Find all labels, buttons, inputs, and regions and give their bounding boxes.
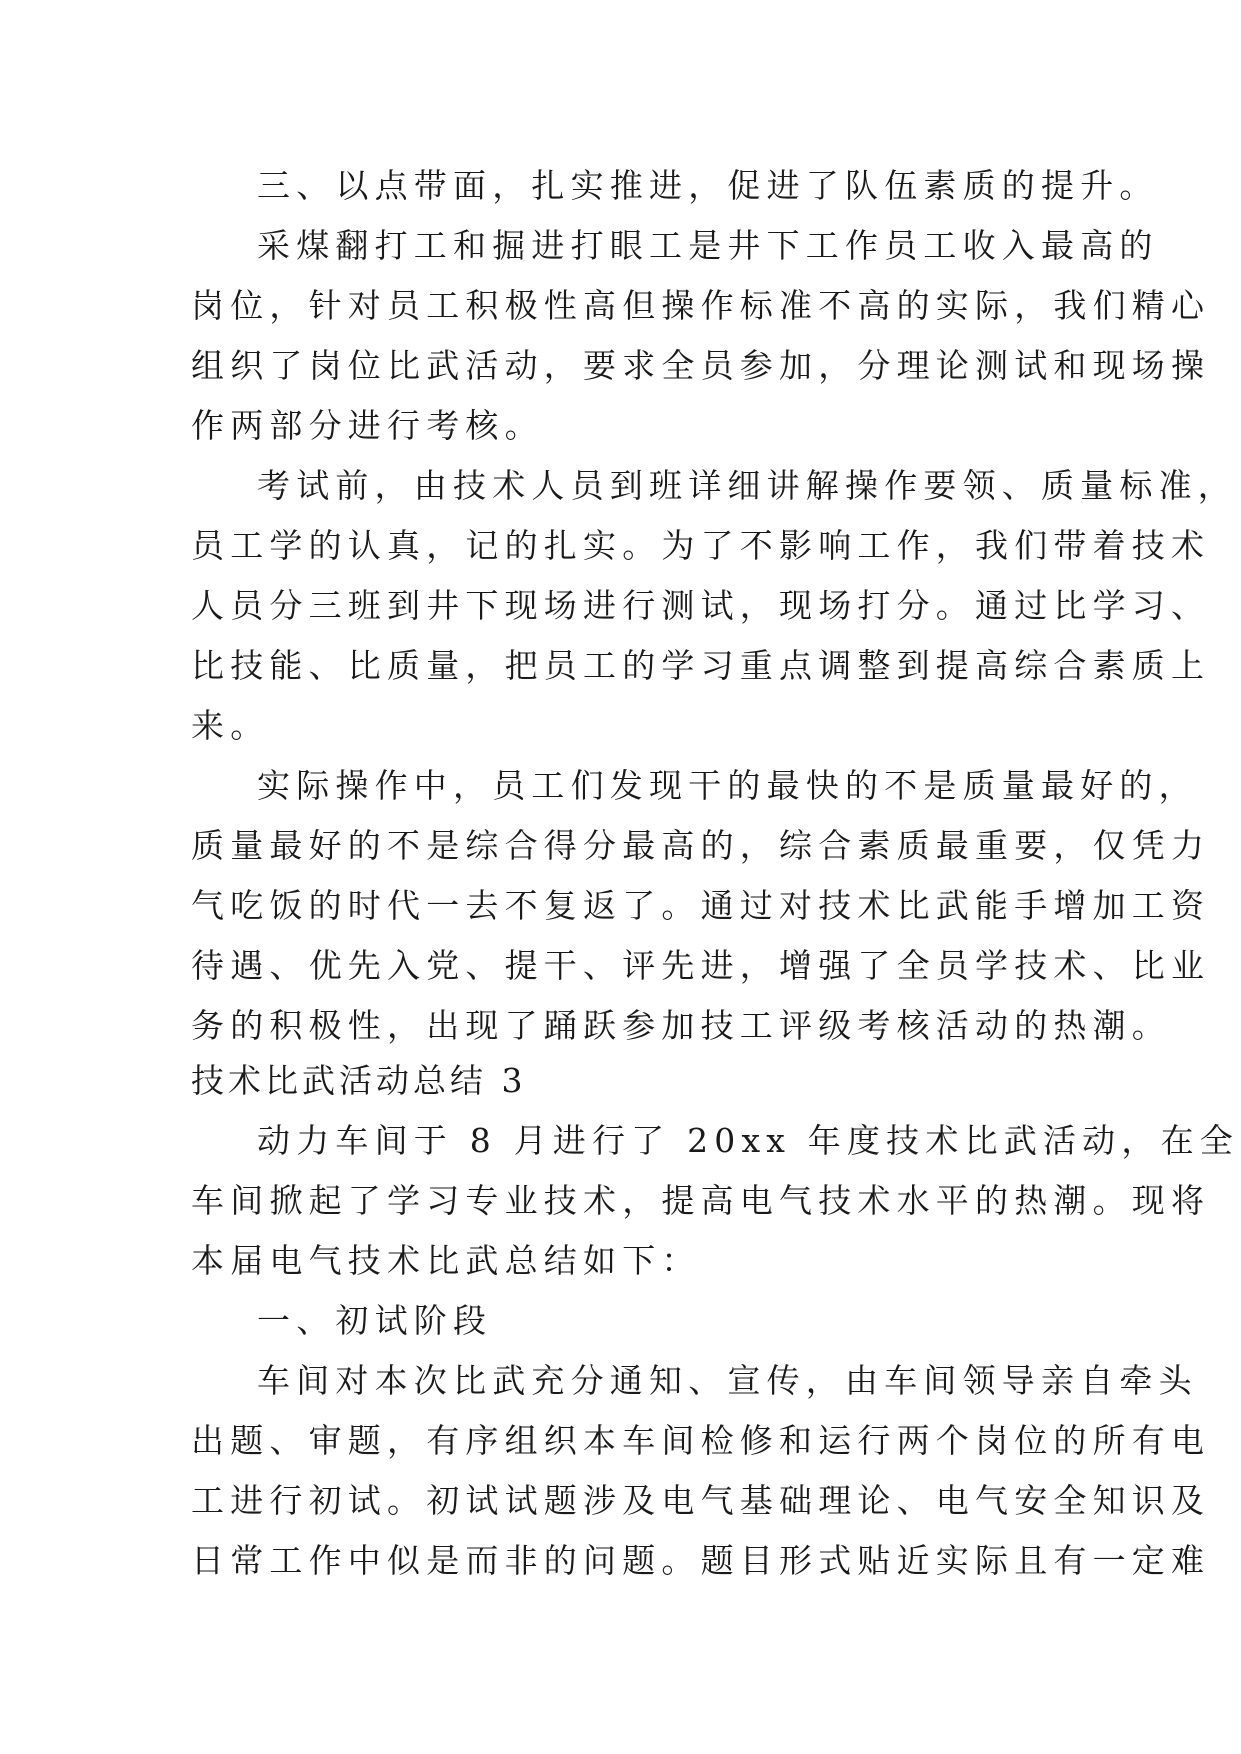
section-heading: 三、以点带面，扎实推进，促进了队伍素质的提升。	[257, 166, 1159, 205]
paragraph-line: 本届电气技术比武总结如下：	[191, 1241, 701, 1280]
paragraph-line: 车间对本次比武充分通知、宣传，由车间领导亲自牵头	[257, 1361, 1198, 1400]
paragraph-line: 来。	[191, 706, 270, 745]
section-title: 技术比武活动总结 3	[191, 1061, 527, 1100]
paragraph-line: 气吃饭的时代一去不复返了。通过对技术比武能手增加工资	[191, 886, 1211, 925]
paragraph-line: 考试前，由技术人员到班详细讲解操作要领、质量标准，	[257, 466, 1237, 505]
paragraph-line: 组织了岗位比武活动，要求全员参加，分理论测试和现场操	[191, 346, 1211, 385]
paragraph-line: 人员分三班到井下现场进行测试，现场打分。通过比学习、	[191, 586, 1211, 625]
paragraph-line: 待遇、优先入党、提干、评先进，增强了全员学技术、比业	[191, 946, 1211, 985]
paragraph-line: 务的积极性，出现了踊跃参加技工评级考核活动的热潮。	[191, 1006, 1171, 1045]
paragraph-line: 工进行初试。初试试题涉及电气基础理论、电气安全知识及	[191, 1481, 1211, 1520]
paragraph-line: 实际操作中，员工们发现干的最快的不是质量最好的，	[257, 766, 1198, 805]
paragraph-line: 车间掀起了学习专业技术，提高电气技术水平的热潮。现将	[191, 1181, 1211, 1220]
paragraph-line: 作两部分进行考核。	[191, 406, 544, 445]
paragraph-line: 岗位，针对员工积极性高但操作标准不高的实际，我们精心	[191, 286, 1211, 325]
paragraph-line: 动力车间于 8 月进行了 20xx 年度技术比武活动，在全	[257, 1121, 1239, 1160]
paragraph-line: 比技能、比质量，把员工的学习重点调整到提高综合素质上	[191, 646, 1211, 685]
paragraph-line: 采煤翻打工和掘进打眼工是井下工作员工收入最高的	[257, 226, 1159, 265]
paragraph-line: 日常工作中似是而非的问题。题目形式贴近实际且有一定难	[191, 1541, 1211, 1580]
subsection-heading: 一、初试阶段	[257, 1301, 493, 1340]
paragraph-line: 质量最好的不是综合得分最高的，综合素质最重要，仅凭力	[191, 826, 1211, 865]
paragraph-line: 员工学的认真，记的扎实。为了不影响工作，我们带着技术	[191, 526, 1211, 565]
paragraph-line: 出题、审题，有序组织本车间检修和运行两个岗位的所有电	[191, 1421, 1211, 1460]
